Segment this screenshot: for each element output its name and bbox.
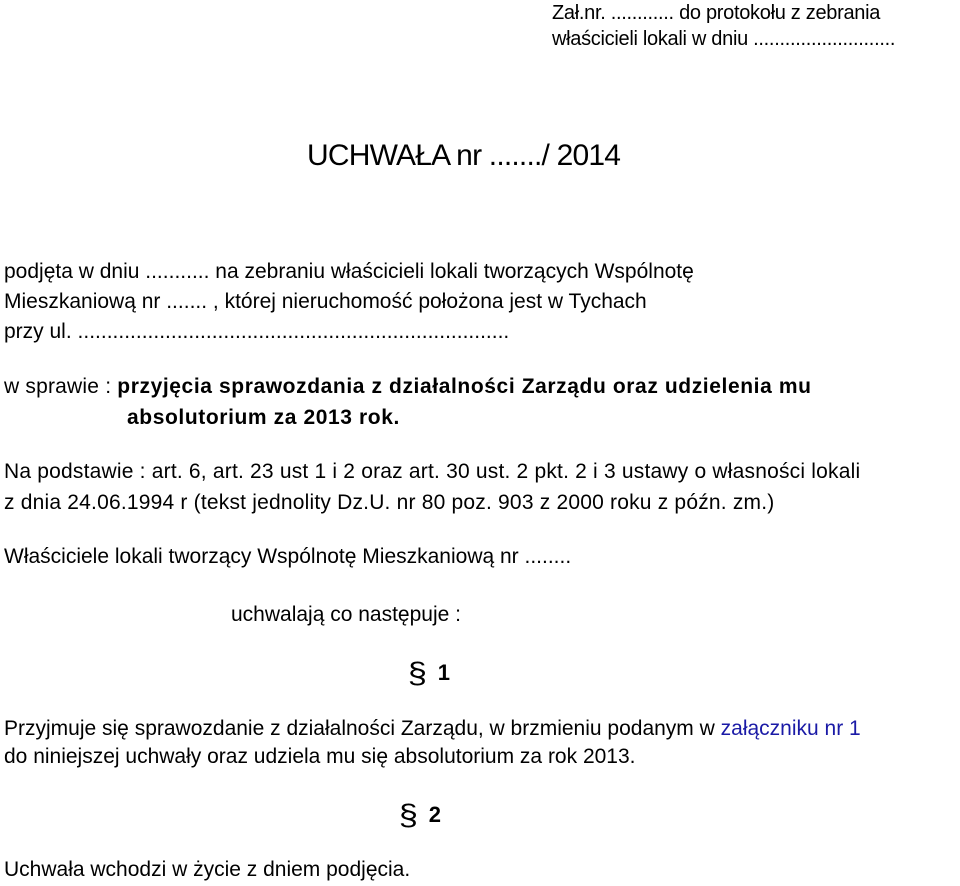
section2-heading bbox=[400, 800, 441, 831]
subject-line1 bbox=[4, 374, 812, 400]
resolves-line: uchwalają co następuje : bbox=[231, 603, 461, 626]
header-note-line2: właścicieli lokali w dniu ........................... bbox=[552, 28, 896, 50]
subject-bold-line2: absolutorium za 2013 rok. bbox=[127, 406, 400, 429]
section1-text-line1 bbox=[4, 716, 861, 742]
section1-text-line2: do niniejszej uchwały oraz udziela mu się absolutorium za rok 2013. bbox=[4, 745, 636, 768]
section-sign-icon: § bbox=[407, 657, 427, 690]
section1-text-before-link: Przyjmuje się sprawozdanie z działalności Zarządu, w brzmieniu podanym w bbox=[4, 717, 721, 740]
section1-heading bbox=[409, 658, 450, 689]
attachment-link[interactable]: załączniku nr 1 bbox=[720, 717, 861, 740]
intro-line3: przy ul. .......................................................................... bbox=[4, 320, 510, 343]
owners-line: Właściciele lokali tworzący Wspólnotę Mieszkaniową nr ........ bbox=[4, 545, 572, 568]
subject-bold-line1: przyjęcia sprawozdania z działalności Zarządu oraz udzielenia mu bbox=[117, 375, 812, 398]
section1-number: 1 bbox=[437, 660, 450, 685]
section2-number: 2 bbox=[428, 802, 441, 827]
legal-basis-line1: Na podstawie : art. 6, art. 23 ust 1 i 2 oraz art. 30 ust. 2 pkt. 2 i 3 ustawy o własności lokali bbox=[4, 460, 861, 483]
section-sign-icon: § bbox=[398, 799, 418, 832]
section2-text: Uchwała wchodzi w życie z dniem podjęcia. bbox=[4, 858, 411, 881]
intro-line2: Mieszkaniową nr ....... , której nieruchomość położona jest w Tychach bbox=[4, 290, 647, 313]
intro-line1: podjęta w dniu ........... na zebraniu właścicieli lokali tworzących Wspólnotę bbox=[4, 260, 694, 283]
header-note-line1: Zał.nr. ............ do protokołu z zebrania bbox=[552, 2, 881, 24]
subject-prefix: w sprawie : bbox=[4, 375, 118, 398]
legal-basis-line2: z dnia 24.06.1994 r (tekst jednolity Dz.U. nr 80 poz. 903 z 2000 roku z późn. zm.) bbox=[4, 491, 775, 514]
resolution-title: UCHWAŁA nr ......./ 2014 bbox=[307, 139, 621, 172]
